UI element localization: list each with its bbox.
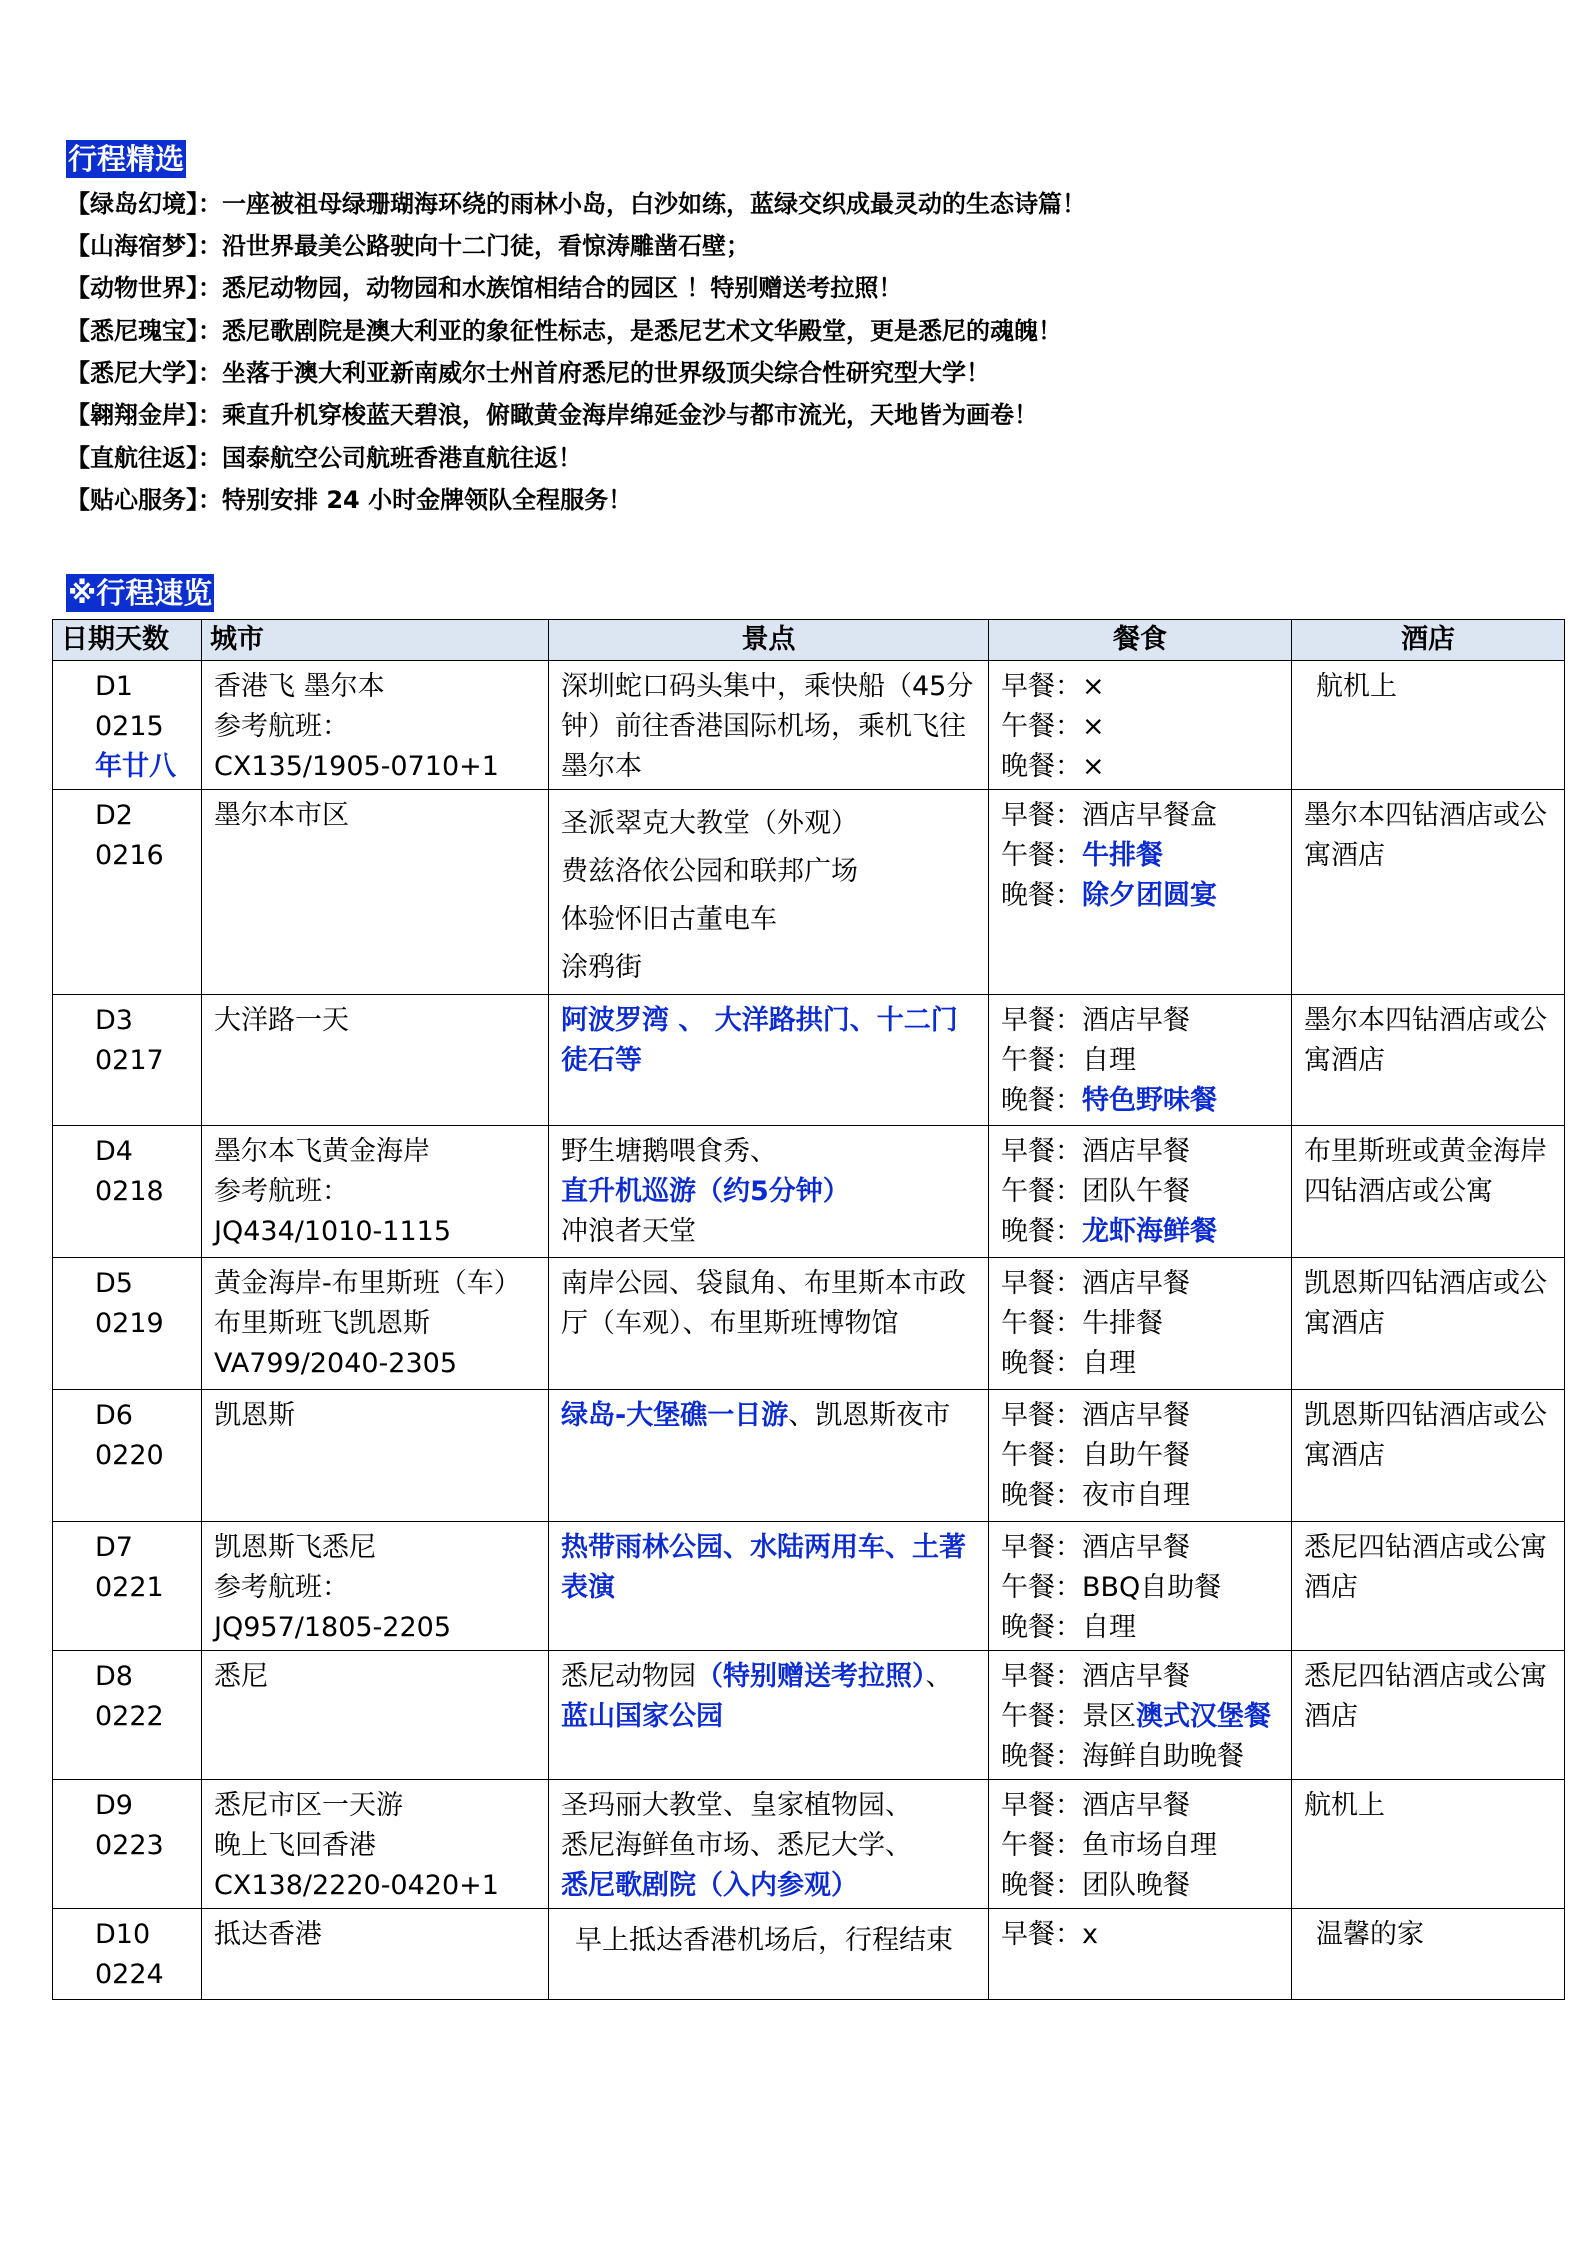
table-row xyxy=(53,1780,1565,1909)
sights-cell: 野生塘鹅喂食秀、 直升机巡游（约5分钟） 冲浪者天堂 xyxy=(549,1126,989,1258)
table-row xyxy=(53,1390,1565,1522)
meals-cell: 早餐：× 午餐：× 晚餐：× xyxy=(989,661,1292,790)
city-cell: 香港飞 墨尔本 参考航班： CX135/1905-0710+1 xyxy=(202,661,549,790)
highlight-item: 【动物世界】：悉尼动物园，动物园和水族馆相结合的园区 ！特别赠送考拉照！ xyxy=(66,274,903,302)
city-cell: 凯恩斯 xyxy=(202,1390,549,1522)
meals-cell: 早餐：x xyxy=(989,1909,1292,2000)
highlight-item: 【绿岛幻境】：一座被祖母绿珊瑚海环绕的雨林小岛，白沙如练，蓝绿交织成最灵动的生态诗篇！ xyxy=(66,190,1086,218)
meals-cell: 早餐：酒店早餐 午餐：景区澳式汉堡餐 晚餐：海鲜自助晚餐 xyxy=(989,1651,1292,1780)
day-cell: D3 0217 xyxy=(53,995,202,1126)
sights-cell: 热带雨林公园、水陆两用车、土著表演 xyxy=(549,1522,989,1651)
day-cell: D1 0215 年廿八 xyxy=(53,661,202,790)
hotel-cell: 墨尔本四钻酒店或公寓酒店 xyxy=(1292,790,1565,995)
sights-cell: 悉尼动物园（特别赠送考拉照）、 蓝山国家公园 xyxy=(549,1651,989,1780)
day-cell: D10 0224 xyxy=(53,1909,202,2000)
day-cell: D6 0220 xyxy=(53,1390,202,1522)
hotel-cell: 温馨的家 xyxy=(1292,1909,1565,2000)
city-cell: 墨尔本市区 xyxy=(202,790,549,995)
day-cell: D4 0218 xyxy=(53,1126,202,1258)
day-cell: D7 0221 xyxy=(53,1522,202,1651)
table-row xyxy=(53,790,1565,995)
header-hotel: 酒店 xyxy=(1292,620,1565,661)
hotel-cell: 悉尼四钻酒店或公寓酒店 xyxy=(1292,1651,1565,1780)
table-row xyxy=(53,1126,1565,1258)
header-day: 日期天数 xyxy=(53,620,202,661)
header-meals: 餐食 xyxy=(989,620,1292,661)
header-sights: 景点 xyxy=(549,620,989,661)
sights-cell: 绿岛-大堡礁一日游、凯恩斯夜市 xyxy=(549,1390,989,1522)
day-cell: D2 0216 xyxy=(53,790,202,995)
city-cell: 大洋路一天 xyxy=(202,995,549,1126)
itinerary-table xyxy=(52,619,1565,2000)
table-row xyxy=(53,1651,1565,1780)
hotel-cell: 航机上 xyxy=(1292,661,1565,790)
highlight-item: 【直航往返】：国泰航空公司航班香港直航往返！ xyxy=(66,444,582,472)
hotel-cell: 航机上 xyxy=(1292,1780,1565,1909)
hotel-cell: 凯恩斯四钻酒店或公寓酒店 xyxy=(1292,1390,1565,1522)
meals-cell: 早餐：酒店早餐 午餐：自理 晚餐：特色野味餐 xyxy=(989,995,1292,1126)
meals-cell: 早餐：酒店早餐盒 午餐：牛排餐 晚餐：除夕团圆宴 xyxy=(989,790,1292,995)
table-row xyxy=(53,661,1565,790)
table-row xyxy=(53,995,1565,1126)
city-cell: 悉尼市区一天游 晚上飞回香港 CX138/2220-0420+1 xyxy=(202,1780,549,1909)
city-cell: 悉尼 xyxy=(202,1651,549,1780)
day-cell: D5 0219 xyxy=(53,1258,202,1390)
table-header-row xyxy=(53,620,1565,661)
city-cell: 墨尔本飞黄金海岸 参考航班： JQ434/1010-1115 xyxy=(202,1126,549,1258)
overview-title: ※行程速览 xyxy=(68,576,213,610)
highlight-item: 【翱翔金岸】：乘直升机穿梭蓝天碧浪，俯瞰黄金海岸绵延金沙与都市流光，天地皆为画卷！ xyxy=(66,401,1038,429)
hotel-cell: 凯恩斯四钻酒店或公寓酒店 xyxy=(1292,1258,1565,1390)
sights-cell: 圣玛丽大教堂、皇家植物园、 悉尼海鲜鱼市场、悉尼大学、 悉尼歌剧院（入内参观） xyxy=(549,1780,989,1909)
table-row xyxy=(53,1909,1565,2000)
meals-cell: 早餐：酒店早餐 午餐：牛排餐 晚餐：自理 xyxy=(989,1258,1292,1390)
highlight-item: 【山海宿梦】：沿世界最美公路驶向十二门徒，看惊涛雕凿石壁； xyxy=(66,232,750,260)
highlight-item: 【悉尼大学】：坐落于澳大利亚新南威尔士州首府悉尼的世界级顶尖综合性研究型大学！ xyxy=(66,359,990,387)
highlights-title: 行程精选 xyxy=(68,142,185,176)
hotel-cell: 布里斯班或黄金海岸四钻酒店或公寓 xyxy=(1292,1126,1565,1258)
sights-cell: 南岸公园、袋鼠角、布里斯本市政厅（车观）、布里斯班博物馆 xyxy=(549,1258,989,1390)
city-cell: 抵达香港 xyxy=(202,1909,549,2000)
highlight-item: 【贴心服务】：特别安排 24 小时金牌领队全程服务！ xyxy=(66,486,633,514)
highlight-item: 【悉尼瑰宝】：悉尼歌剧院是澳大利亚的象征性标志，是悉尼艺术文华殿堂，更是悉尼的魂魄！ xyxy=(66,317,1062,345)
meals-cell: 早餐：酒店早餐 午餐：BBQ自助餐 晚餐：自理 xyxy=(989,1522,1292,1651)
day-cell: D8 0222 xyxy=(53,1651,202,1780)
table-row xyxy=(53,1258,1565,1390)
sights-cell: 深圳蛇口码头集中，乘快船（45分钟）前往香港国际机场，乘机飞往墨尔本 xyxy=(549,661,989,790)
city-cell: 黄金海岸-布里斯班（车） 布里斯班飞凯恩斯 VA799/2040-2305 xyxy=(202,1258,549,1390)
meals-cell: 早餐：酒店早餐 午餐：鱼市场自理 晚餐：团队晚餐 xyxy=(989,1780,1292,1909)
meals-cell: 早餐：酒店早餐 午餐：团队午餐 晚餐：龙虾海鲜餐 xyxy=(989,1126,1292,1258)
day-cell: D9 0223 xyxy=(53,1780,202,1909)
table-row xyxy=(53,1522,1565,1651)
header-city: 城市 xyxy=(202,620,549,661)
sights-cell: 早上抵达香港机场后，行程结束 xyxy=(549,1909,989,2000)
meals-cell: 早餐：酒店早餐 午餐：自助午餐 晚餐：夜市自理 xyxy=(989,1390,1292,1522)
hotel-cell: 悉尼四钻酒店或公寓酒店 xyxy=(1292,1522,1565,1651)
sights-cell: 圣派翠克大教堂（外观） 费兹洛依公园和联邦广场 体验怀旧古董电车 涂鸦街 xyxy=(549,790,989,995)
sights-cell: 阿波罗湾 、 大洋路拱门、十二门徒石等 xyxy=(549,995,989,1126)
lunar-date: 年廿八 xyxy=(95,751,176,782)
city-cell: 凯恩斯飞悉尼 参考航班： JQ957/1805-2205 xyxy=(202,1522,549,1651)
hotel-cell: 墨尔本四钻酒店或公寓酒店 xyxy=(1292,995,1565,1126)
